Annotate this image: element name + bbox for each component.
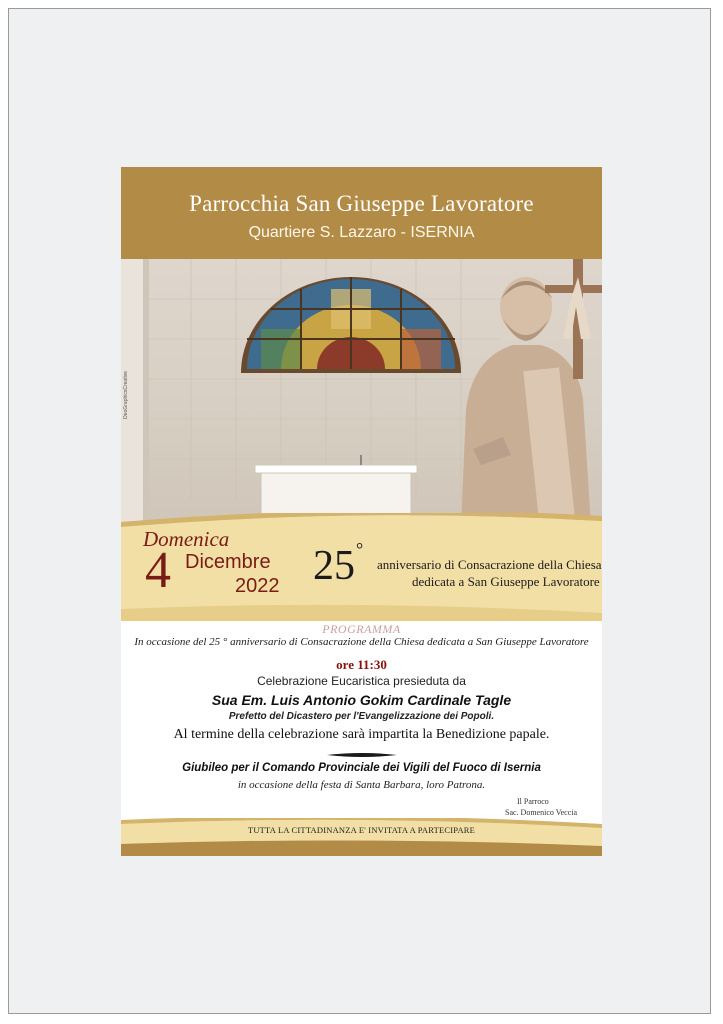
program-intro: In occasione del 25 ° anniversario di Consacrazione della Chiesa dedicata a San Giuseppe Lavoratore — [134, 636, 589, 648]
program-section — [121, 622, 602, 856]
church-interior-photo — [121, 259, 602, 527]
parish-subtitle: Quartiere S. Lazzaro - ISERNIA — [248, 224, 475, 241]
jubilee-text: Giubileo per il Comando Provinciale dei Vigili del Fuoco di Isernia — [182, 762, 541, 774]
celebration-text: Celebrazione Eucaristica presieduta da — [257, 674, 466, 688]
event-year: 2022 — [235, 575, 280, 597]
church-illustration — [121, 259, 602, 527]
cardinal-name: Sua Em. Luis Antonio Gokim Cardinale Tagle — [211, 692, 512, 708]
footer-wave — [121, 818, 602, 856]
poster-header — [121, 167, 602, 259]
event-day: 4 — [145, 542, 171, 599]
photo-credit: DeoGraphicsCreative — [123, 371, 129, 419]
cardinal-role: Prefetto del Dicastero per l'Evangelizzazione dei Popoli. — [228, 711, 495, 722]
program-heading: PROGRAMMA — [322, 622, 401, 636]
column-shadow — [143, 259, 149, 527]
event-month: Dicembre — [185, 551, 271, 573]
anniversary-number: 25 — [313, 543, 355, 589]
invitation-text: TUTTA LA CITTADINANZA E' INVITATA A PARTECIPARE — [247, 825, 476, 835]
anniversary-degree: ° — [356, 539, 364, 559]
parroco-name: Sac. Domenico Veccia — [505, 808, 578, 817]
benediction-text: Al termine della celebrazione sarà impartita la Benedizione papale. — [173, 727, 550, 742]
parroco-title: Il Parroco — [517, 797, 549, 806]
event-weekday: Domenica — [143, 527, 230, 551]
event-poster — [121, 167, 602, 856]
ornament-divider — [327, 752, 397, 758]
event-time: ore 11:30 — [336, 657, 387, 672]
santa-barbara-text: in occasione della festa di Santa Barbara, loro Patrona. — [237, 779, 486, 791]
anniversary-line-2: dedicata a San Giuseppe Lavoratore — [412, 574, 600, 589]
anniversary-line-1: anniversario di Consacrazione della Chiesa — [377, 557, 602, 572]
parish-title: Parrocchia San Giuseppe Lavoratore — [189, 191, 534, 216]
stained-glass-window — [241, 277, 461, 373]
